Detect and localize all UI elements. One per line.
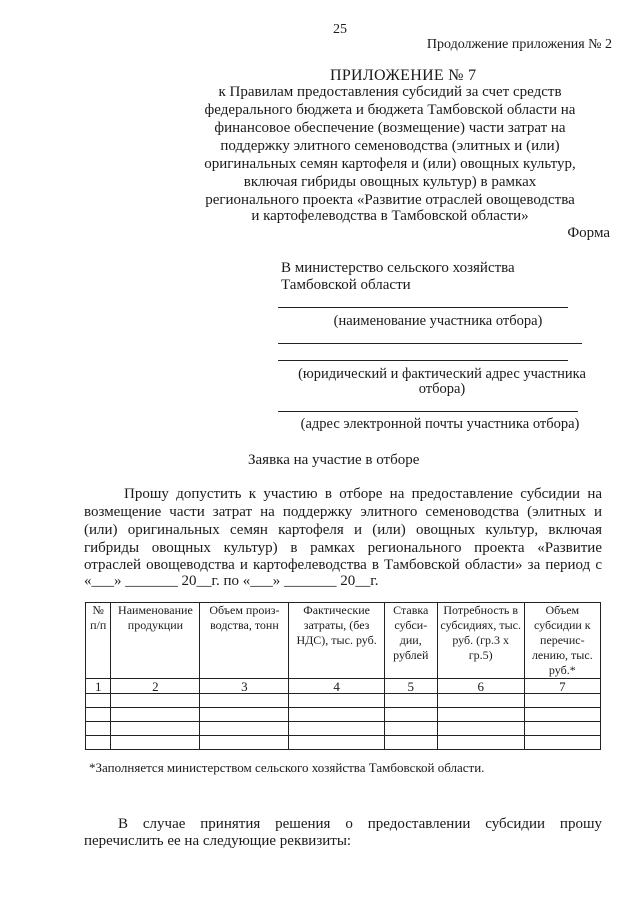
- table-cell[interactable]: [111, 708, 200, 722]
- appendix-line: регионального проекта «Развитие отраслей овощеводства: [205, 192, 575, 208]
- period-line[interactable]: «___» _______ 20__г. по «___» _______ 20__г.: [84, 573, 379, 589]
- table-header-cell: Потребность в субсидиях, тыс. руб. (гр.3 х гр.5): [437, 603, 524, 679]
- table-cell[interactable]: [384, 722, 437, 736]
- table-cell[interactable]: [524, 722, 600, 736]
- application-line: Прошу допустить к участию в отборе на предоставление субсидии на: [124, 486, 602, 502]
- table-cell[interactable]: [384, 694, 437, 708]
- table-cell[interactable]: [289, 694, 384, 708]
- table-header-cell: Фактические затраты, (без НДС), тыс. руб.: [289, 603, 384, 679]
- email-field[interactable]: [278, 411, 578, 412]
- application-line: отраслей овощеводства и картофелеводства в Тамбовской области» за период с: [84, 557, 602, 573]
- application-line: возмещение части затрат на поддержку элитного семеноводства (элитных и: [84, 504, 602, 520]
- address-caption: отбора): [418, 381, 466, 397]
- table-header-cell: Объем субсидии к перечис-лению, тыс. руб.*: [524, 603, 600, 679]
- application-heading: Заявка на участие в отборе: [248, 452, 420, 468]
- appendix-line: к Правилам предоставления субсидий за счет средств: [218, 84, 562, 100]
- table-row: [86, 722, 601, 736]
- application-line: (или) оригинальных семян картофеля и (или) овощных культур, включая: [84, 522, 602, 538]
- addressee-line: Тамбовской области: [281, 277, 411, 293]
- table-cell[interactable]: [524, 694, 600, 708]
- table-cell[interactable]: [289, 722, 384, 736]
- table-cell[interactable]: [200, 736, 289, 750]
- addressee-line: В министерство сельского хозяйства: [281, 260, 515, 276]
- table-cell[interactable]: [200, 694, 289, 708]
- table-cell[interactable]: [200, 708, 289, 722]
- table-footnote: *Заполняется министерством сельского хозяйства Тамбовской области.: [89, 760, 485, 775]
- appendix-line: финансовое обеспечение (возмещение) части затрат на: [214, 120, 566, 136]
- table-column-number: 4: [289, 679, 384, 694]
- table-column-number: 5: [384, 679, 437, 694]
- table-header-cell: Ставка субси-дии, рублей: [384, 603, 437, 679]
- table-column-number: 6: [437, 679, 524, 694]
- page-number: 25: [333, 22, 347, 37]
- form-label: Форма: [567, 225, 610, 241]
- table-cell[interactable]: [524, 736, 600, 750]
- table-cell[interactable]: [437, 736, 524, 750]
- appendix-line: и картофелеводства в Тамбовской области»: [251, 208, 529, 224]
- continuation-note: Продолжение приложения № 2: [426, 37, 612, 52]
- table-cell[interactable]: [289, 736, 384, 750]
- table-cell[interactable]: [289, 708, 384, 722]
- table-cell[interactable]: [111, 722, 200, 736]
- table-cell[interactable]: [437, 694, 524, 708]
- table-cell[interactable]: [384, 708, 437, 722]
- table-cell[interactable]: [111, 694, 200, 708]
- table-column-number: 1: [86, 679, 111, 694]
- address-field-line-1[interactable]: [278, 343, 582, 344]
- subsidy-table: [85, 602, 601, 750]
- table-cell[interactable]: [437, 722, 524, 736]
- table-cell[interactable]: [86, 736, 111, 750]
- email-caption: (адрес электронной почты участника отбора): [300, 416, 580, 432]
- participant-name-field[interactable]: [278, 307, 568, 308]
- table-header-row: [86, 603, 601, 679]
- table-cell[interactable]: [384, 736, 437, 750]
- appendix-line: поддержку элитного семеноводства (элитных и (или): [220, 138, 560, 154]
- table-header-cell: № п/п: [86, 603, 111, 679]
- appendix-title: ПРИЛОЖЕНИЕ № 7: [330, 67, 477, 84]
- table-cell[interactable]: [86, 708, 111, 722]
- address-field-line-2[interactable]: [278, 360, 568, 361]
- closing-line: перечислить ее на следующие реквизиты:: [84, 833, 352, 849]
- table-cell[interactable]: [437, 708, 524, 722]
- appendix-line: оригинальных семян картофеля и (или) овощных культур,: [204, 156, 576, 172]
- closing-line: В случае принятия решения о предоставлении субсидии прошу: [118, 816, 602, 832]
- table-cell[interactable]: [111, 736, 200, 750]
- table-column-number: 3: [200, 679, 289, 694]
- table-column-number: 7: [524, 679, 600, 694]
- table-column-number: 2: [111, 679, 200, 694]
- table-column-number-row: [86, 679, 601, 694]
- table-cell[interactable]: [200, 722, 289, 736]
- table-cell[interactable]: [86, 694, 111, 708]
- appendix-line: федерального бюджета и бюджета Тамбовской области на: [204, 102, 576, 118]
- participant-name-caption: (наименование участника отбора): [333, 313, 543, 329]
- application-line: гибриды овощных культур) в рамках регионального проекта «Развитие: [84, 540, 602, 556]
- table-row: [86, 708, 601, 722]
- table-header-cell: Наименование продукции: [111, 603, 200, 679]
- table-header-cell: Объем произ-водства, тонн: [200, 603, 289, 679]
- address-caption: (юридический и фактический адрес участника: [298, 366, 586, 382]
- table-row: [86, 694, 601, 708]
- appendix-line: включая гибриды овощных культур) в рамках: [243, 174, 537, 190]
- table-cell[interactable]: [524, 708, 600, 722]
- table-row: [86, 736, 601, 750]
- table-cell[interactable]: [86, 722, 111, 736]
